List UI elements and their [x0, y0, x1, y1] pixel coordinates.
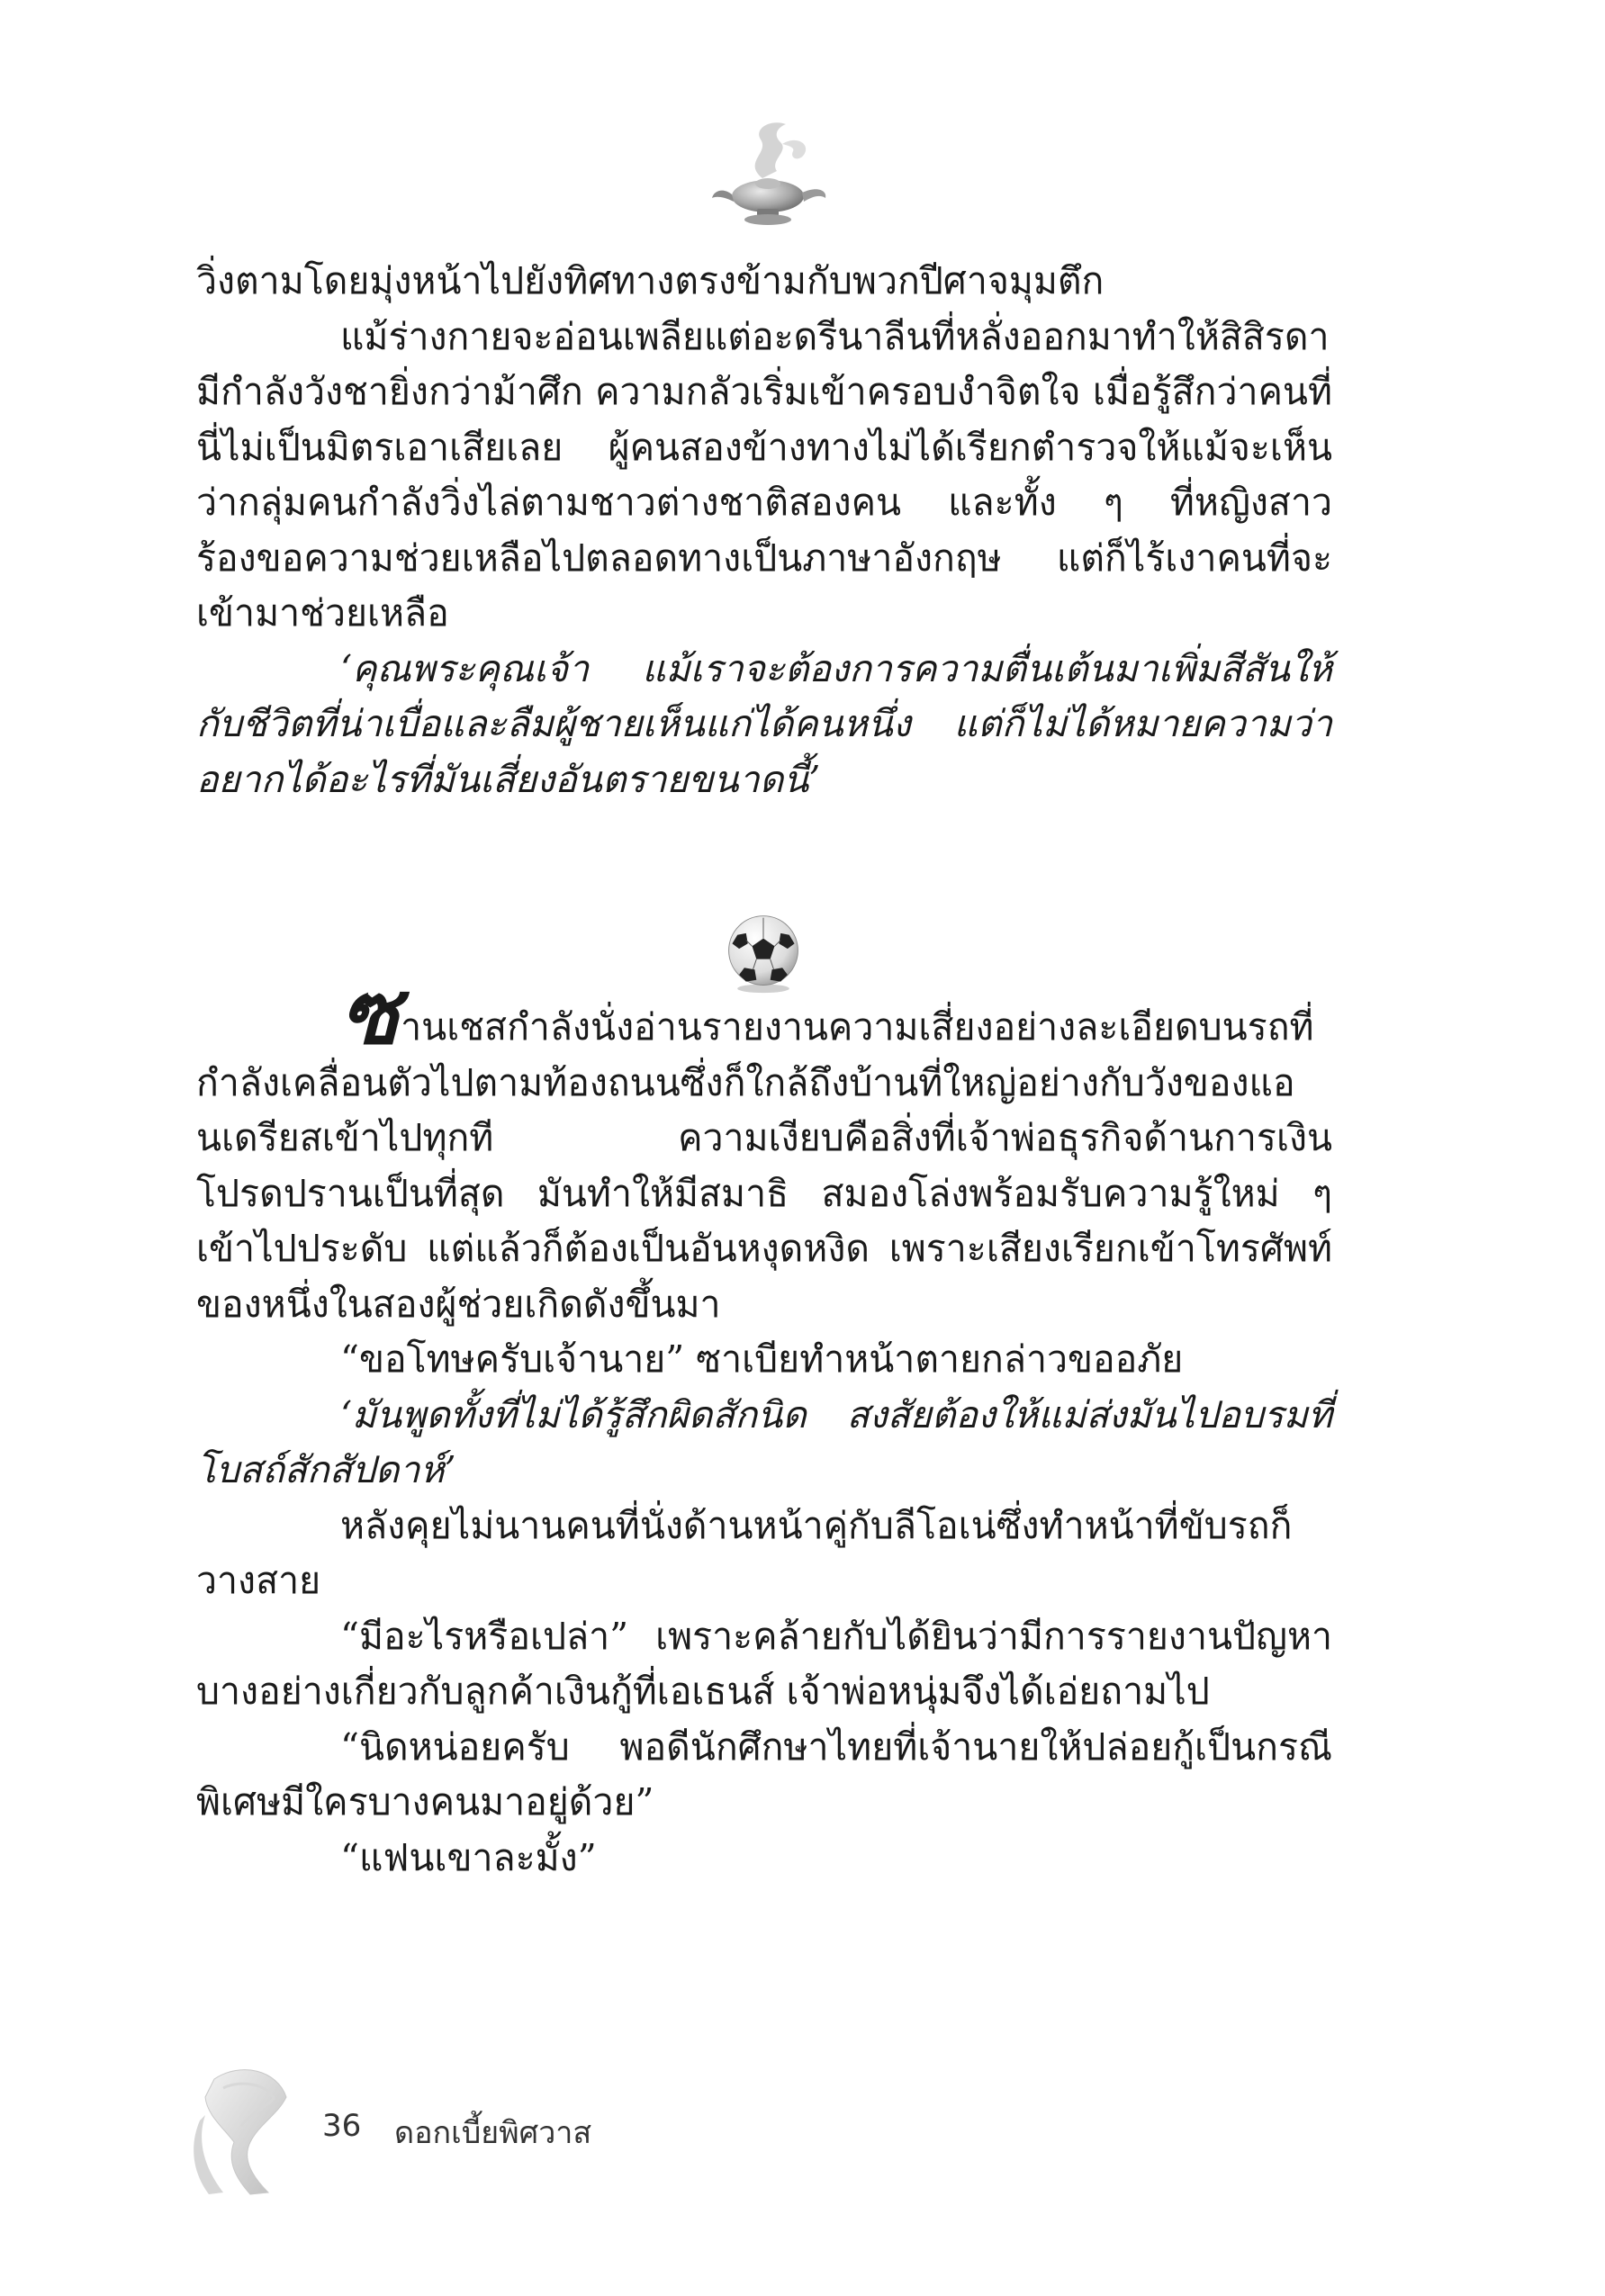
paragraph-7: หลังคุยไม่นานคนที่นั่งด้านหน้าคู่กับลีโอเน่ซึ่งทำหน้าที่ขับรถก็วางสาย	[196, 1503, 1293, 1602]
paragraph-8: “มีอะไรหรือเปล่า” เพราะคล้ายกับได้ยินว่ามีการรายงานปัญหาบางอย่างเกี่ยวกับลูกค้าเงินกู้ที่เอเธนส์ เจ้าพ่อหนุ่มจึงได้เอ่ยถามไป	[196, 1614, 1332, 1713]
paragraph-10: “แฟนเขาละมั้ง”	[340, 1835, 597, 1879]
page-footer	[187, 2061, 727, 2196]
page-number: 36	[322, 2108, 362, 2144]
dropcap-paragraph-text: านเชสกำลังนั่งอ่านรายงานความเสี่ยงอย่างละเอียดบนรถที่กำลังเคลื่อนตัวไปตามท้องถนนซึ่งก็ใกล้ถึงบ้านที่ใหญ่อย่างกับวังของแอนเดรียสเข้าไปทุกที ความเงียบคือสิ่งที่เจ้าพ่อธุรกิจด้านการเงินโปรดปรานเป็นที่สุด มันทำให้มีสมาธิ สมองโล่งพร้อมรับความรู้ใหม่ ๆ เข้าไปประดับ แต่แล้วก็ต้องเป็นอันหงุดหงิด เพราะเสียงเรียกเข้าโทรศัพท์ของหนึ่งในสองผู้ช่วยเกิดดังขึ้นมา	[196, 1005, 1332, 1326]
paragraph-3-thought: ‘คุณพระคุณเจ้า แม้เราจะต้องการความตื่นเต้นมาเพิ่มสีสันให้กับชีวิตที่น่าเบื่อและลืมผู้ชายเห็นแก่ได้คนหนึ่ง แต่ก็ไม่ได้หมายความว่าอยากได้อะไรที่มันเสี่ยงอันตรายขนาดนี้’	[196, 646, 1332, 801]
scarf-ribbon-icon	[187, 2061, 304, 2196]
paragraph-6-thought: ‘มันพูดทั้งที่ไม่ได้รู้สึกผิดสักนิด สงสัยต้องให้แม่ส่งมันไปอบรมที่โบสถ์สักสัปดาห์’	[196, 1392, 1332, 1491]
paragraph-2: แม้ร่างกายจะอ่อนเพลียแต่อะดรีนาลีนที่หลั่งออกมาทำให้สิสิรดามีกำลังวังชายิ่งกว่าม้าศึก ความกลัวเริ่มเข้าครอบงำจิตใจ เมื่อรู้สึกว่าคนที่นี่ไม่เป็นมิตรเอาเสียเลย ผู้คนสองข้างทางไม่ได้เรียกตำรวจให้แม้จะเห็นว่ากลุ่มคนกำลังวิ่งไล่ตามชาวต่างชาติสองคน และทั้ง ๆ ที่หญิงสาวร้องขอความช่วยเหลือไปตลอดทางเป็นภาษาอังกฤษ แต่ก็ไร้เงาคนที่จะเข้ามาช่วยเหลือ	[196, 314, 1332, 635]
soccer-ball-icon	[720, 909, 807, 995]
genie-lamp-icon	[707, 108, 833, 234]
paragraph-dropcap	[196, 962, 1332, 1332]
text-block-bottom	[196, 962, 1332, 1886]
paragraph-5: “ขอโทษครับเจ้านาย” ซาเบียทำหน้าตายกล่าวขออภัย	[340, 1337, 1184, 1381]
dropcap-letter: ซ	[340, 962, 400, 1064]
text-block-top	[196, 254, 1332, 807]
paragraph-9: “นิดหน่อยครับ พอดีนักศึกษาไทยที่เจ้านายให้ปล่อยกู้เป็นกรณีพิเศษมีใครบางคนมาอยู่ด้วย”	[196, 1724, 1332, 1823]
book-title: ดอกเบี้ยพิศวาส	[394, 2115, 592, 2151]
paragraph-1: วิ่งตามโดยมุ่งหน้าไปยังทิศทางตรงข้ามกับพวกปีศาจมุมตึก	[196, 259, 1105, 302]
